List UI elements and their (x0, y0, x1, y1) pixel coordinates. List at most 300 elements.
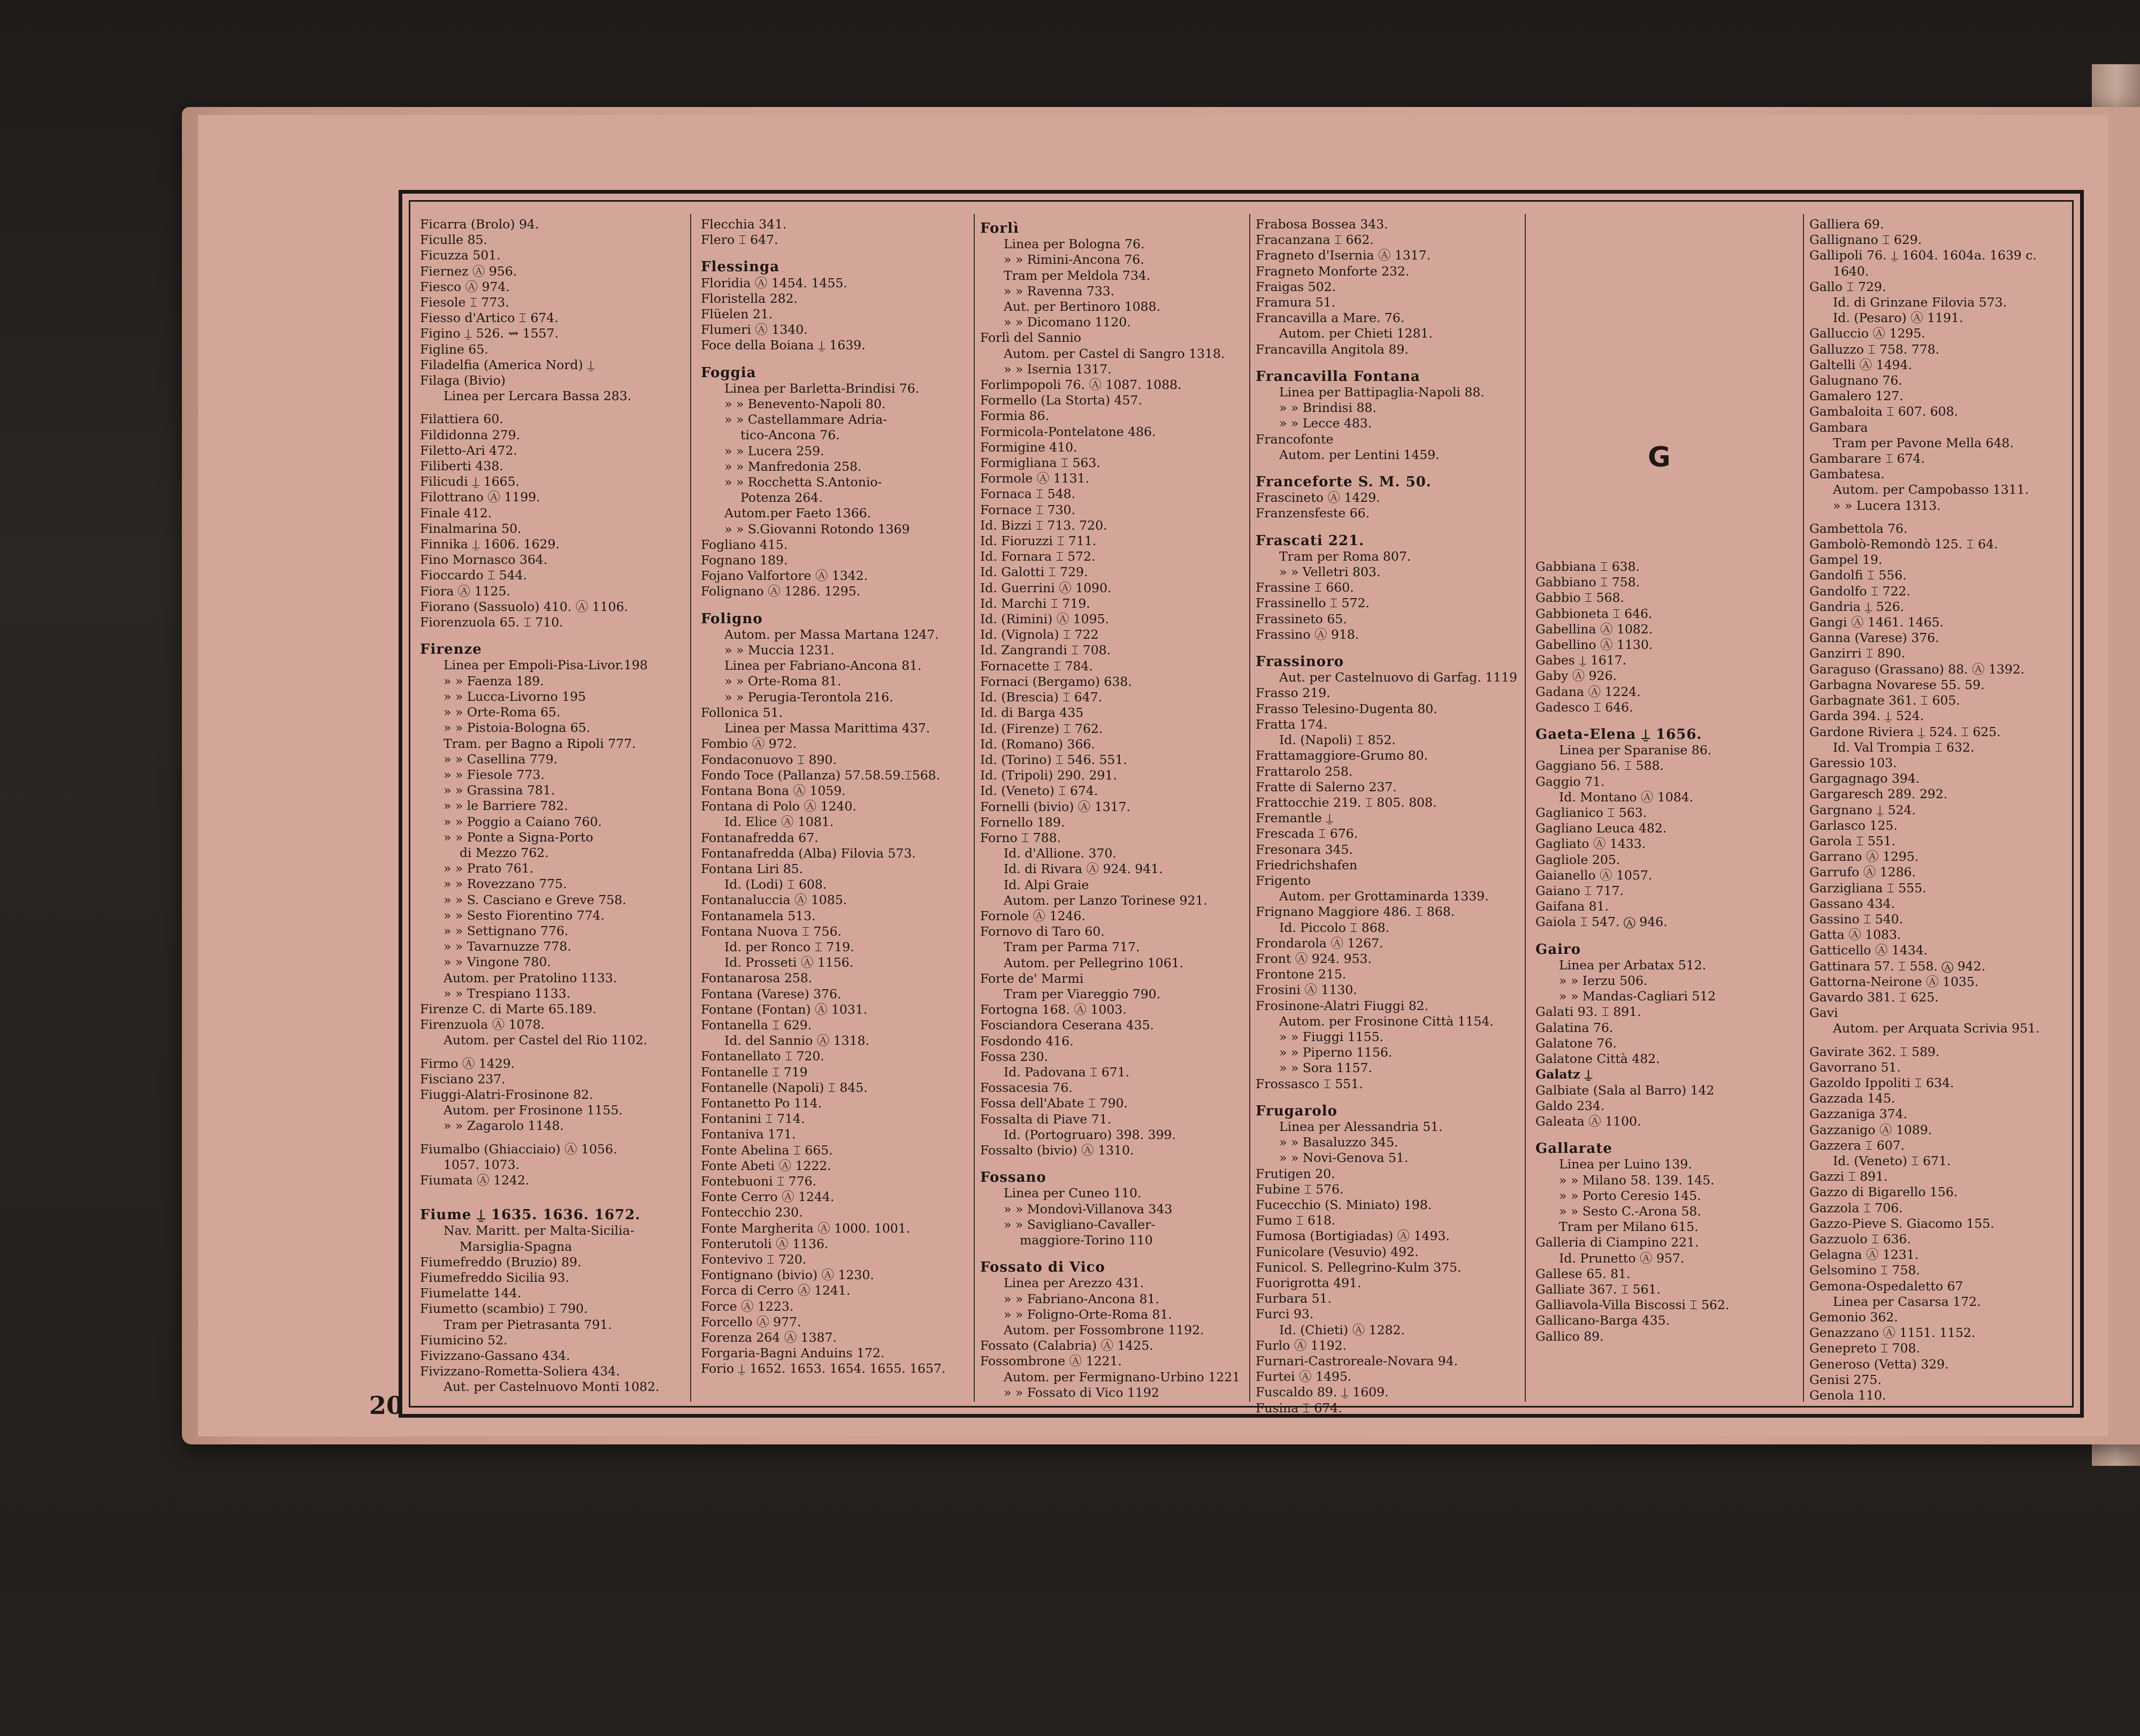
entry-gap (1535, 930, 1811, 938)
index-entry: Filiberti 438. (420, 458, 503, 474)
index-entry: Furlo Ⓐ 1192. (1256, 1337, 1347, 1353)
index-entry: Fosdondo 416. (980, 1033, 1074, 1049)
index-column-6 (1809, 217, 2085, 1403)
index-entry: Autom. per Fossombrone 1192. (1004, 1322, 1204, 1338)
index-entry: Id. di Barga 435 (980, 705, 1084, 721)
index-entry: » » Ponte a Signa-Porto (444, 829, 593, 845)
index-entry: maggiore-Torino 110 (1020, 1233, 1153, 1248)
index-entry: Frignano Maggiore 486. ⌶ 868. (1256, 904, 1455, 920)
entry-gap (1535, 715, 1811, 723)
index-entry: Filaga (Bivio) (420, 373, 506, 388)
index-entry: Fiumefreddo (Bruzio) 89. (420, 1254, 582, 1270)
index-entry: Autom. per Castel di Sangro 1318. (1004, 346, 1225, 361)
index-entry: Force Ⓐ 1223. (701, 1298, 794, 1314)
index-entry: Linea per Empoli-Pisa-Livor.198 (444, 657, 648, 673)
index-entry: Gemonio 362. (1809, 1310, 1898, 1325)
index-entry: » » Muccia 1231. (724, 643, 835, 658)
entry-gap (420, 1188, 696, 1196)
index-entry: Finalmarina 50. (420, 521, 522, 536)
index-entry: Fiernez Ⓐ 956. (420, 263, 517, 279)
index-entry: » » Lecce 483. (1279, 416, 1372, 431)
index-entry: Autom.per Faeto 1366. (724, 506, 872, 521)
index-heading: Francavilla Fontana (1256, 368, 1420, 385)
index-entry: Fontevivo ⌶ 720. (701, 1252, 807, 1267)
index-entry: » » le Barriere 782. (444, 798, 568, 814)
index-entry: Fombio Ⓐ 972. (701, 736, 797, 752)
index-entry: Fiumata Ⓐ 1242. (420, 1172, 530, 1188)
index-entry: Gargnano ⍊ 524. (1809, 802, 1916, 817)
entry-gap (1809, 514, 2085, 521)
index-entry: Filetto-Ari 472. (420, 442, 517, 458)
index-entry: Formia 86. (980, 408, 1050, 424)
index-entry: Id. (Firenze) ⌶ 762. (980, 721, 1103, 736)
index-entry: Fondaconuovo ⌶ 890. (701, 752, 837, 767)
index-entry: Fusina ⌶ 674. (1256, 1400, 1342, 1416)
index-entry: Formello (La Storta) 457. (980, 393, 1142, 408)
index-entry: Galliera 69. (1809, 217, 1884, 232)
index-entry: » » Sesto Fiorentino 774. (444, 907, 605, 923)
index-entry: Fiumefreddo Sicilia 93. (420, 1270, 569, 1285)
index-entry: Frassino Ⓐ 918. (1256, 626, 1359, 642)
index-entry: Formigliana ⌶ 563. (980, 455, 1100, 471)
index-entry: Forte de' Marmi (980, 970, 1084, 986)
index-entry: Id. (Napoli) ⌶ 852. (1279, 732, 1396, 748)
index-entry: » » Porto Ceresio 145. (1559, 1188, 1701, 1203)
index-entry: Forno ⌶ 788. (980, 830, 1061, 845)
index-entry: Forio ⍊ 1652. 1653. 1654. 1655. 1657. (701, 1361, 946, 1376)
index-entry: Gemona-Ospedaletto 67 (1809, 1278, 1963, 1294)
index-entry: Gandolfo ⌶ 722. (1809, 583, 1910, 599)
index-entry: Gazzanigo Ⓐ 1089. (1809, 1122, 1932, 1137)
index-entry: Linea per Barletta-Brindisi 76. (724, 380, 920, 396)
index-entry: Franzensfeste 66. (1256, 506, 1370, 521)
index-entry: Flumeri Ⓐ 1340. (701, 322, 808, 338)
index-entry: Gadesco ⌶ 646. (1535, 699, 1633, 715)
index-entry: Fornace ⌶ 730. (980, 502, 1075, 517)
index-entry: » » Benevento-Napoli 80. (724, 396, 886, 412)
index-heading: Franceforte S. M. 50. (1256, 474, 1432, 491)
index-heading: Forlì (980, 220, 1019, 236)
index-entry: » » Fiuggi 1155. (1279, 1029, 1384, 1044)
entry-gap (701, 600, 976, 607)
index-entry: Id. Padovana ⌶ 671. (1004, 1064, 1130, 1080)
index-column-2 (701, 217, 976, 1394)
index-entry: » » Faenza 189. (444, 673, 544, 689)
index-entry: Gardone Riviera ⍊ 524. ⌶ 625. (1809, 724, 2001, 739)
index-entry: Gattinara 57. ⌶ 558. Ⓐ 942. (1809, 958, 1986, 974)
index-entry: Id. Montano Ⓐ 1084. (1559, 789, 1694, 805)
index-entry: Tram per Roma 807. (1279, 548, 1411, 564)
index-entry: Id. (Rimini) Ⓐ 1095. (980, 611, 1109, 627)
index-entry: Id. Zangrandi ⌶ 708. (980, 643, 1111, 658)
index-entry: Fontanetto Po 114. (701, 1095, 822, 1111)
index-entry: Genazzano Ⓐ 1151. 1152. (1809, 1325, 1976, 1341)
index-entry: Forlimpopoli 76. Ⓐ 1087. 1088. (980, 377, 1182, 393)
index-entry: Garbagnate 361. ⌶ 605. (1809, 693, 1960, 708)
index-entry: Id. (Torino) ⌶ 546. 551. (980, 752, 1127, 767)
index-entry: Fracanzana ⌶ 662. (1256, 232, 1374, 248)
entry-gap (1256, 357, 1531, 365)
index-entry: Id. Prosseti Ⓐ 1156. (724, 955, 854, 970)
index-entry: Flecchia 341. (701, 217, 787, 232)
index-entry: Funicol. S. Pellegrino-Kulm 375. (1256, 1259, 1462, 1275)
index-entry: Gargagnago 394. (1809, 771, 1920, 786)
index-entry: Fossato (Calabria) Ⓐ 1425. (980, 1338, 1153, 1353)
index-entry: Figino ⍊ 526. ⇝ 1557. (420, 326, 559, 341)
index-entry: Autom. per Massa Martana 1247. (724, 626, 939, 642)
index-entry: Ganna (Varese) 376. (1809, 630, 1939, 646)
index-entry: Id. (Romano) 366. (980, 736, 1095, 752)
index-entry: » » Basaluzzo 345. (1279, 1135, 1398, 1150)
index-entry: Gatticello Ⓐ 1434. (1809, 943, 1928, 958)
index-entry: Autom. per Fermignano-Urbino 1221 (1004, 1369, 1241, 1385)
index-entry: Potenza 264. (740, 490, 823, 506)
index-entry: Gambarare ⌶ 674. (1809, 451, 1925, 466)
index-entry: Fognano 189. (701, 553, 788, 568)
index-entry: Gazzo di Bigarello 156. (1809, 1184, 1958, 1200)
index-entry: Forlì del Sannio (980, 330, 1081, 346)
entry-gap (420, 1134, 696, 1142)
index-entry: Id. del Sannio Ⓐ 1318. (724, 1033, 869, 1049)
index-entry: Autom. per Pellegrino 1061. (1004, 955, 1183, 970)
index-entry: Gabbiano ⌶ 758. (1535, 575, 1640, 590)
page-number: 20 (369, 1391, 404, 1420)
index-entry: Fossacesia 76. (980, 1080, 1073, 1096)
index-entry: » » Orte-Roma 65. (444, 705, 561, 720)
index-entry: Id. (Veneto) ⌶ 674. (980, 783, 1098, 799)
index-entry: Gazzuolo ⌶ 636. (1809, 1232, 1911, 1246)
index-entry: Firenzuola Ⓐ 1078. (420, 1017, 545, 1033)
index-entry: » » Brindisi 88. (1279, 400, 1377, 416)
index-entry: Gallicano-Barga 435. (1535, 1313, 1670, 1328)
index-entry: Fontanelle (Napoli) ⌶ 845. (701, 1080, 868, 1095)
index-entry: Linea per Massa Marittima 437. (724, 721, 930, 736)
index-entry: Fontebuoni ⌶ 776. (701, 1173, 816, 1189)
index-entry: Frattocchie 219. ⌶ 805. 808. (1256, 794, 1437, 810)
index-heading: Frassinoro (1256, 654, 1344, 670)
index-entry: » » Ierzu 506. (1559, 973, 1648, 989)
index-entry: Fontana Bona Ⓐ 1059. (701, 783, 846, 798)
index-entry: Galbiate (Sala al Barro) 142 (1535, 1082, 1715, 1098)
index-entry: Gangi Ⓐ 1461. 1465. (1809, 615, 1944, 630)
index-entry: Gallipoli 76. ⍊ 1604. 1604a. 1639 c. (1809, 248, 2037, 263)
index-entry: Filottrano Ⓐ 1199. (420, 490, 540, 505)
index-entry: » » Sesto C.-Arona 58. (1559, 1203, 1701, 1219)
index-entry: Gazzi ⌶ 891. (1809, 1169, 1888, 1184)
entry-gap (701, 248, 976, 255)
index-entry: Fontaniva 171. (701, 1127, 796, 1142)
index-entry: Autom. per Lanzo Torinese 921. (1004, 892, 1207, 908)
index-entry: Frontone 215. (1256, 967, 1347, 982)
index-entry: Id. Marchi ⌶ 719. (980, 595, 1090, 611)
index-heading: Foggia (701, 364, 756, 381)
index-heading: Firenze (420, 641, 482, 658)
index-entry: Garzigliana ⌶ 555. (1809, 880, 1927, 896)
index-entry: Fontanelle ⌶ 719 (701, 1064, 808, 1080)
index-entry: Fonterutoli Ⓐ 1136. (701, 1236, 829, 1251)
index-entry: Gambettola 76. (1809, 521, 1908, 536)
index-entry: Id. d'Allione. 370. (1004, 846, 1117, 861)
index-entry: Gazzaniga 374. (1809, 1106, 1908, 1122)
index-entry: Finale 412. (420, 505, 492, 521)
index-entry: Firmo Ⓐ 1429. (420, 1056, 515, 1071)
index-entry: Francavilla Angitola 89. (1256, 341, 1409, 357)
index-entry: Gaifana 81. (1535, 899, 1609, 914)
index-entry: Gaggiano 56. ⌶ 588. (1535, 758, 1664, 774)
index-entry: Frutigen 20. (1256, 1166, 1335, 1181)
index-entry: Fumosa (Bortigiadas) Ⓐ 1493. (1256, 1228, 1450, 1244)
index-entry: Galleria di Ciampino 221. (1535, 1235, 1699, 1250)
index-entry: Firenze C. di Marte 65.189. (420, 1001, 597, 1016)
index-entry: Follonica 51. (701, 705, 783, 720)
entry-gap (1535, 1129, 1811, 1137)
section-letter: G (1648, 441, 1671, 473)
index-entry: Galtelli Ⓐ 1494. (1809, 357, 1912, 372)
index-entry: Fossombrone Ⓐ 1221. (980, 1353, 1122, 1369)
index-heading: Gairo (1535, 941, 1581, 958)
index-entry: Flero ⌶ 647. (701, 232, 778, 248)
index-entry: Id. (Portogruaro) 398. 399. (1004, 1127, 1176, 1142)
index-entry: Front Ⓐ 924. 953. (1256, 951, 1372, 966)
index-entry: Fornovo di Taro 60. (980, 924, 1105, 939)
index-entry: Linea per Casarsa 172. (1833, 1294, 1981, 1309)
index-entry: Aut. per Castelnuovo Monti 1082. (444, 1379, 660, 1395)
index-entry: » » Mondovì-Villanova 343 (1004, 1201, 1173, 1217)
index-entry: Gelagna Ⓐ 1231. (1809, 1247, 1919, 1263)
index-entry: Furbara 51. (1256, 1291, 1332, 1306)
index-entry: Fortogna 168. Ⓐ 1003. (980, 1002, 1127, 1018)
index-entry: Gallico 89. (1535, 1328, 1604, 1344)
index-entry: Fragneto Monforte 232. (1256, 263, 1410, 279)
index-entry: Linea per Cuneo 110. (1004, 1186, 1142, 1201)
entry-gap (1256, 522, 1531, 529)
index-entry: di Mezzo 762. (460, 845, 549, 860)
index-entry: Gandria ⍊ 526. (1809, 599, 1905, 614)
index-entry: Fontanella ⌶ 629. (701, 1017, 812, 1033)
index-entry: Gandolfi ⌶ 556. (1809, 568, 1907, 583)
index-entry: Aut. per Bertinoro 1088. (1004, 299, 1160, 315)
index-entry: Garessio 103. (1809, 755, 1897, 770)
index-entry: Autom. per Lentini 1459. (1279, 447, 1440, 462)
index-entry: Gaiola ⌶ 547. Ⓐ 946. (1535, 914, 1668, 930)
index-entry: Galatone 76. (1535, 1035, 1617, 1051)
index-entry: Fornacette ⌶ 784. (980, 658, 1093, 674)
index-entry: Genepreto ⌶ 708. (1809, 1341, 1920, 1356)
index-heading: Frugarolo (1256, 1103, 1338, 1119)
index-entry: » » S.Giovanni Rotondo 1369 (724, 521, 910, 537)
index-entry: Id. (Brescia) ⌶ 647. (980, 690, 1103, 705)
index-entry: Frattamaggiore-Grumo 80. (1256, 748, 1428, 763)
index-entry: Fossa 230. (980, 1049, 1049, 1064)
index-entry: Fossalto (bivio) Ⓐ 1310. (980, 1142, 1134, 1158)
index-entry: Frascineto Ⓐ 1429. (1256, 490, 1380, 506)
index-entry: Floristella 282. (701, 290, 798, 306)
index-entry: Forenza 264 Ⓐ 1387. (701, 1330, 837, 1345)
index-entry: » » Prato 761. (444, 861, 534, 876)
index-entry: Galatz ⍊ (1535, 1067, 1592, 1082)
index-entry: Gampel 19. (1809, 552, 1883, 568)
index-entry: Frabosa Bossea 343. (1256, 217, 1388, 232)
index-entry: Furtei Ⓐ 1495. (1256, 1369, 1352, 1385)
entry-gap (980, 1248, 1256, 1256)
index-entry: » » Poggio a Caiano 760. (444, 814, 602, 829)
index-entry: Autom. per Castel del Rio 1102. (444, 1033, 648, 1048)
index-entry: Funicolare (Vesuvio) 492. (1256, 1244, 1419, 1259)
index-entry: Gagliano Leuca 482. (1535, 821, 1667, 836)
index-entry: Formigine 410. (980, 439, 1077, 455)
index-entry: Gassino ⌶ 540. (1809, 911, 1904, 927)
index-entry: Ficulle 85. (420, 232, 487, 248)
index-entry: Linea per Arbatax 512. (1559, 957, 1707, 973)
index-entry: » » Grassina 781. (444, 783, 555, 798)
index-entry: Galluzzo ⌶ 758. 778. (1809, 341, 1940, 357)
index-entry: Galatina 76. (1535, 1020, 1614, 1035)
index-entry: Gamalero 127. (1809, 388, 1904, 404)
index-entry: Fogliano 415. (701, 537, 788, 552)
index-entry: » » Sora 1157. (1279, 1060, 1372, 1076)
index-entry: Autom. per Frosinone 1155. (444, 1103, 623, 1118)
index-entry: Tram per Pietrasanta 791. (444, 1317, 612, 1332)
index-entry: Gargaresch 289. 292. (1809, 786, 1948, 802)
index-entry: Fisciano 237. (420, 1071, 506, 1087)
entry-gap (420, 404, 696, 411)
index-entry: Id. (Veneto) ⌶ 671. (1833, 1153, 1951, 1168)
index-entry: Garaguso (Grassano) 88. Ⓐ 1392. (1809, 661, 2025, 677)
index-entry: » » Pistoia-Bologna 65. (444, 720, 591, 736)
entry-gap (1256, 643, 1531, 650)
index-heading: Frascati 221. (1256, 532, 1365, 549)
index-heading: Foligno (701, 610, 763, 627)
index-entry: Tram per Pavone Mella 648. (1833, 435, 2014, 450)
entry-gap (420, 1196, 696, 1203)
index-entry: Galdo 234. (1535, 1098, 1605, 1113)
index-entry: Gattorna-Neirone Ⓐ 1035. (1809, 974, 1979, 989)
index-entry: » » Velletri 803. (1279, 564, 1381, 580)
index-entry: Gabbiana ⌶ 638. (1535, 559, 1640, 574)
index-entry: Tram per Meldola 734. (1004, 267, 1151, 283)
index-entry: Fontane (Fontan) Ⓐ 1031. (701, 1001, 868, 1017)
entry-gap (1256, 463, 1531, 470)
index-entry: Formole Ⓐ 1131. (980, 471, 1089, 486)
index-entry: Fumo ⌶ 618. (1256, 1213, 1336, 1228)
index-entry: Id. (Tripoli) 290. 291. (980, 768, 1117, 783)
index-entry: Fontana di Polo Ⓐ 1240. (701, 799, 857, 814)
index-entry: Fontanaluccia Ⓐ 1085. (701, 892, 847, 908)
index-entry: Autom. per Chieti 1281. (1279, 326, 1433, 341)
index-entry: » » Lucera 259. (724, 443, 824, 458)
index-entry: » » Orte-Roma 81. (724, 674, 842, 689)
index-entry: Linea per Battipaglia-Napoli 88. (1279, 385, 1485, 400)
entry-gap (701, 354, 976, 361)
index-entry: Forgaria-Bagni Anduins 172. (701, 1345, 885, 1361)
entry-gap (1256, 1092, 1531, 1099)
index-entry: Gallignano ⌶ 629. (1809, 232, 1922, 248)
index-entry: Fiuggi-Alatri-Frosinone 82. (420, 1087, 593, 1102)
index-entry: Gaglianico ⌶ 563. (1535, 805, 1647, 821)
index-entry: Galeata Ⓐ 1100. (1535, 1113, 1641, 1129)
index-entry: Fiumicino 52. (420, 1332, 508, 1348)
index-entry: » » Rovezzano 775. (444, 876, 567, 892)
index-entry: Nav. Maritt. per Malta-Sicilia- (444, 1223, 635, 1238)
index-entry: Genola 110. (1809, 1388, 1886, 1403)
index-entry: Fratte di Salerno 237. (1256, 779, 1397, 794)
index-entry: Formicola-Pontelatone 486. (980, 424, 1156, 439)
index-entry: Folignano Ⓐ 1286. 1295. (701, 584, 861, 599)
index-entry: Frassineto 65. (1256, 611, 1347, 626)
index-entry: Filicudi ⍊ 1665. (420, 474, 520, 490)
index-entry: Id. (Vignola) ⌶ 722 (980, 627, 1099, 643)
index-entry: Fontanellato ⌶ 720. (701, 1049, 824, 1064)
index-entry: » » Rimini-Ancona 76. (1004, 252, 1144, 267)
index-entry: Flüelen 21. (701, 307, 773, 322)
index-entry: Fiorenzuola 65. ⌶ 710. (420, 615, 563, 630)
index-entry: Fiesco Ⓐ 974. (420, 279, 510, 294)
index-entry: 1640. (1833, 263, 1869, 279)
index-entry: Id. di Rivara Ⓐ 924. 941. (1004, 861, 1163, 877)
index-entry: » » Tavarnuzze 778. (444, 939, 571, 954)
index-entry: Aut. per Castelnuovo di Garfag. 1119 (1279, 670, 1517, 685)
index-entry: Garrano Ⓐ 1295. (1809, 849, 1919, 865)
index-entry: Fontanafredda 67. (701, 830, 819, 845)
index-entry: Gabellino Ⓐ 1130. (1535, 637, 1653, 653)
index-entry: Tram per Milano 615. (1559, 1219, 1699, 1235)
index-entry: » » Trespiano 1133. (444, 985, 571, 1001)
index-entry: Gaby Ⓐ 926. (1535, 668, 1617, 684)
index-entry: Gazoldo Ippoliti ⌶ 634. (1809, 1075, 1954, 1090)
index-entry: Fontanamela 513. (701, 908, 816, 923)
index-entry: Fratta 174. (1256, 716, 1328, 732)
index-entry: » » Fossato di Vico 1192 (1004, 1385, 1159, 1400)
index-entry: Fiesole ⌶ 773. (420, 295, 509, 310)
index-entry: Frosinone-Alatri Fiuggi 82. (1256, 998, 1429, 1013)
index-entry: » » Settignano 776. (444, 923, 569, 938)
index-entry: Fildidonna 279. (420, 427, 521, 442)
index-entry: Fioccardo ⌶ 544. (420, 568, 528, 583)
index-entry: Frigento (1256, 873, 1311, 888)
index-entry: Fornole Ⓐ 1246. (980, 908, 1086, 923)
index-entry: Galliate 367. ⌶ 561. (1535, 1281, 1661, 1297)
index-entry: Galatone Città 482. (1535, 1051, 1660, 1067)
index-entry: Fontanafredda (Alba) Filovia 573. (701, 845, 916, 861)
index-entry: » » Rocchetta S.Antonio- (724, 475, 882, 490)
index-entry: Furci 93. (1256, 1306, 1314, 1322)
index-entry: Marsiglia-Spagna (460, 1238, 572, 1254)
index-entry: Id. Bizzi ⌶ 713. 720. (980, 517, 1107, 533)
index-entry: Id. Fioruzzi ⌶ 711. (980, 533, 1097, 549)
index-entry: Fonte Abelina ⌶ 665. (701, 1142, 833, 1158)
index-entry: Id. (Pesaro) Ⓐ 1191. (1833, 310, 1963, 326)
index-entry: Gaianello Ⓐ 1057. (1535, 867, 1653, 883)
index-heading: Gallarate (1535, 1141, 1612, 1157)
index-entry: Fontecchio 230. (701, 1205, 803, 1220)
index-entry: Fuscaldo 89. ⍊ 1609. (1256, 1385, 1389, 1400)
index-entry: Fino Mornasco 364. (420, 552, 548, 568)
index-entry: Fiorano (Sassuolo) 410. Ⓐ 1106. (420, 599, 628, 614)
index-entry: Galluccio Ⓐ 1295. (1809, 326, 1925, 341)
index-entry: Gagliato Ⓐ 1433. (1535, 836, 1646, 852)
index-entry: Fornello 189. (980, 814, 1065, 830)
index-entry: » » Manfredonia 258. (724, 458, 862, 474)
index-entry: Id. (Lodi) ⌶ 608. (724, 877, 827, 892)
index-entry: Furnari-Castroreale-Novara 94. (1256, 1353, 1458, 1369)
index-entry: Frasso Telesino-Dugenta 80. (1256, 701, 1438, 716)
index-entry: Frattarolo 258. (1256, 763, 1353, 779)
entry-gap (1809, 1037, 2085, 1044)
index-entry: 1057. 1073. (444, 1157, 520, 1172)
entry-gap (980, 1158, 1256, 1166)
index-entry: Fiesso d'Artico ⌶ 674. (420, 310, 559, 326)
index-entry: » » Perugia-Terontola 216. (724, 689, 893, 705)
